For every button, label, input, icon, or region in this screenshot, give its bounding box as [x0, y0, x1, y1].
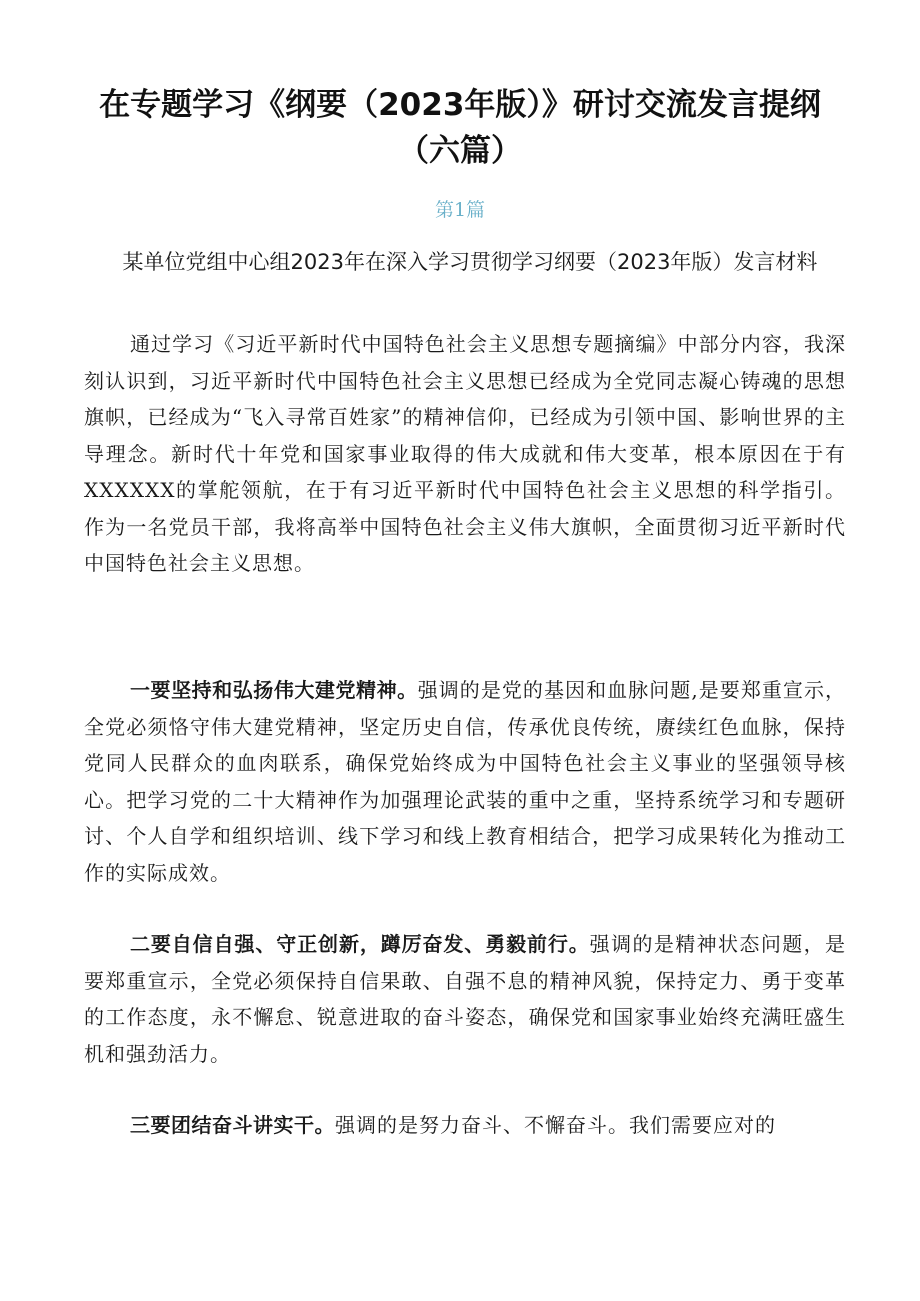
- paragraph-point-1: [84, 672, 846, 891]
- paragraph-point-2: [84, 926, 846, 1072]
- paragraph-point-3: [84, 1107, 846, 1144]
- speech-subtitle: 某单位党组中心组2023年在深入学习贯彻学习纲要（2023年版）发言材料: [122, 250, 818, 274]
- paragraph-text: 强调的是党的基因和血脉问题,是要郑重宣示，全党必须恪守伟大建党精神，坚定历史自信，传承优良传统，赓续红色血脉，保持党同人民群众的血肉联系，确保党始终成为中国特色社会主义事业的坚强领导核心。把学习党的二十大精神作为加强理论武装的重中之重，坚持系统学习和专题研讨、个人自学和组织培训、线下学习和线上教育相结合，把学习成果转化为推动工作的实际成效。: [84, 678, 847, 885]
- paragraph-text: 强调的是努力奋斗、不懈奋斗。我们需要应对的: [335, 1113, 776, 1137]
- section-label: 第1篇: [434, 199, 486, 221]
- paragraph-lead: 二要自信自强、守正创新，蹲厉奋发、勇毅前行。: [130, 932, 590, 956]
- paragraph-lead: 三要团结奋斗讲实干。: [130, 1113, 335, 1137]
- paragraph-intro: [84, 326, 846, 582]
- paragraph-text: 强调的是精神状态问题，是要郑重宣示，全党必须保持自信果敢、自强不息的精神风貌，保持定力、勇于变革的工作态度，永不懈怠、锐意进取的奋斗姿态，确保党和国家事业始终充满旺盛生机和强劲活力。: [84, 932, 847, 1066]
- document-title: 在专题学习《纲要（2023年版）》研讨交流发言提纲（六篇）: [99, 87, 821, 169]
- paragraph-text: 通过学习《习近平新时代中国特色社会主义思想专题摘编》中部分内容，我深刻认识到，习近平新时代中国特色社会主义思想已经成为全党同志凝心铸魂的思想旗帜，已经成为“飞入寻常百姓家”的精神信仰，已经成为引领中国、影响世界的主导理念。新时代十年党和国家事业取得的伟大成就和伟大变革，根本原因在于有XXXXXX的掌舵领航，在于有习近平新时代中国特色社会主义思想的科学指引。作为一名党员干部，我将高举中国特色社会主义伟大旗帜，全面贯彻习近平新时代中国特色社会主义思想。: [84, 332, 846, 575]
- paragraph-lead: 一要坚持和弘扬伟大建党精神。: [130, 678, 418, 702]
